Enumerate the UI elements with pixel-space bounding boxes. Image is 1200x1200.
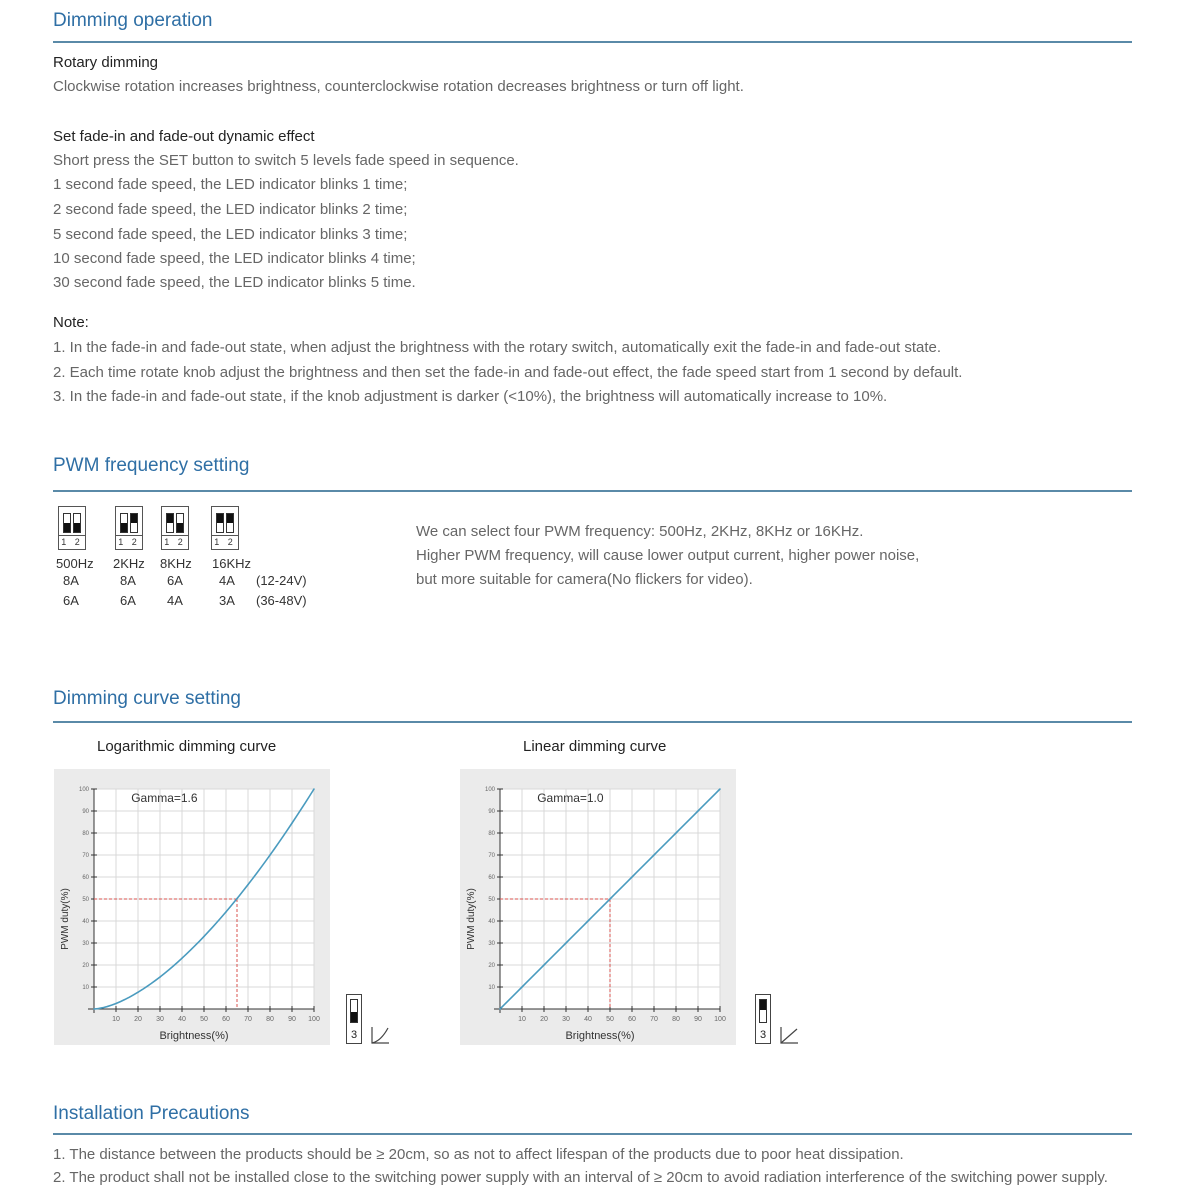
x-axis-label: Brightness(%) [159, 1030, 229, 1042]
pwm-current-36v: 3A [219, 593, 235, 608]
data-point [225, 911, 227, 913]
x-tick-label: 90 [694, 1016, 702, 1023]
installation-item: 1. The distance between the products should be ≥ 20cm, so as not to affect lifespan of the products due to poor heat dissipation. [53, 1146, 904, 1163]
fade-line: Short press the SET button to switch 5 levels fade speed in sequence. [53, 152, 519, 169]
x-tick-label: 70 [244, 1016, 252, 1023]
dip-lever-1 [166, 513, 174, 533]
voltage-range-36-48: (36-48V) [256, 593, 307, 608]
pwm-freq-label: 2KHz [113, 556, 145, 571]
y-tick-label: 80 [488, 831, 495, 837]
x-tick-label: 30 [562, 1016, 570, 1023]
pwm-current-12v: 8A [120, 573, 136, 588]
section-title-pwm: PWM frequency setting [53, 455, 250, 476]
fade-effect-heading: Set fade-in and fade-out dynamic effect [53, 128, 315, 145]
x-tick-label: 100 [308, 1016, 320, 1023]
x-tick-label: 20 [134, 1016, 142, 1023]
y-axis-label: PWM duty(%) [466, 888, 477, 950]
y-tick-label: 100 [78, 787, 89, 793]
data-point [609, 898, 611, 900]
installation-item: 2. The product shall not be installed close to the switching power supply with an interval of ≥ 20cm to avoid radiation interference of the switching power supply. [53, 1169, 1108, 1186]
linear-curve-icon [778, 1025, 800, 1045]
voltage-range-12-24: (12-24V) [256, 573, 307, 588]
dip-switch-500hz: 1 2 [58, 506, 86, 550]
x-tick-label: 20 [540, 1016, 548, 1023]
data-point [93, 1008, 95, 1010]
data-point [587, 920, 589, 922]
gamma-annotation: Gamma=1.6 [131, 791, 198, 806]
y-axis-label: PWM duty(%) [60, 888, 71, 950]
y-tick-label: 60 [82, 875, 89, 881]
dip-switch-2khz: 1 2 [115, 506, 143, 550]
data-point [115, 1003, 117, 1005]
dip-lever-2 [130, 513, 138, 533]
data-point [159, 976, 161, 978]
data-point [653, 854, 655, 856]
section-title-dimming-curve: Dimming curve setting [53, 688, 241, 709]
data-point [631, 876, 633, 878]
fade-line: 10 second fade speed, the LED indicator blinks 4 time; [53, 250, 416, 267]
pwm-current-12v: 8A [63, 573, 79, 588]
data-point [137, 991, 139, 993]
fade-line: 30 second fade speed, the LED indicator blinks 5 time. [53, 274, 416, 291]
y-tick-label: 60 [488, 875, 495, 881]
x-tick-label: 50 [606, 1016, 614, 1023]
x-tick-label: 40 [584, 1016, 592, 1023]
y-tick-label: 90 [488, 809, 495, 815]
y-tick-label: 40 [488, 919, 495, 925]
x-tick-label: 70 [650, 1016, 658, 1023]
x-tick-label: 80 [672, 1016, 680, 1023]
linear-dimming-chart [460, 769, 736, 1045]
rotary-dimming-heading: Rotary dimming [53, 54, 159, 71]
y-tick-label: 30 [488, 941, 495, 947]
note-item: 2. Each time rotate knob adjust the brightness and then set the fade-in and fade-out effect, the fade speed start from 1 second by default. [53, 364, 963, 381]
data-point [521, 986, 523, 988]
dip-switch-3-linear: 3 [755, 994, 771, 1044]
dip-lever-1 [120, 513, 128, 533]
rotary-dimming-text: Clockwise rotation increases brightness, counterclockwise rotation decreases brightness or turn off light. [53, 78, 744, 95]
pwm-description-line: We can select four PWM frequency: 500Hz, 2KHz, 8KHz or 16KHz. [416, 523, 864, 540]
linear-curve-title: Linear dimming curve [523, 738, 667, 755]
log-dimming-chart-svg [54, 769, 330, 1045]
y-tick-label: 50 [82, 897, 89, 903]
data-point [247, 884, 249, 886]
dip-switch-16khz: 1 2 [211, 506, 239, 550]
x-tick-label: 10 [112, 1016, 120, 1023]
y-tick-label: 40 [82, 919, 89, 925]
data-point [269, 854, 271, 856]
x-tick-label: 100 [714, 1016, 726, 1023]
x-tick-label: 90 [288, 1016, 296, 1023]
x-tick-label: 40 [178, 1016, 186, 1023]
pwm-current-36v: 6A [63, 593, 79, 608]
pwm-description-line: Higher PWM frequency, will cause lower output current, higher power noise, [416, 547, 920, 564]
y-tick-label: 20 [488, 963, 495, 969]
x-tick-label: 60 [628, 1016, 636, 1023]
data-point [291, 822, 293, 824]
data-point [543, 964, 545, 966]
pwm-freq-label: 8KHz [160, 556, 192, 571]
y-tick-label: 20 [82, 963, 89, 969]
data-point [565, 942, 567, 944]
dip-switch-3-log: 3 [346, 994, 362, 1044]
pwm-current-36v: 4A [167, 593, 183, 608]
y-tick-label: 80 [82, 831, 89, 837]
pwm-current-12v: 4A [219, 573, 235, 588]
x-tick-label: 60 [222, 1016, 230, 1023]
section-divider [53, 41, 1132, 43]
y-tick-label: 100 [484, 787, 495, 793]
x-tick-label: 10 [518, 1016, 526, 1023]
gamma-annotation: Gamma=1.0 [537, 791, 604, 806]
pwm-current-12v: 6A [167, 573, 183, 588]
pwm-freq-label: 16KHz [212, 556, 252, 571]
fade-line: 1 second fade speed, the LED indicator blinks 1 time; [53, 176, 408, 193]
section-divider [53, 1133, 1132, 1135]
data-point [313, 788, 315, 790]
y-tick-label: 10 [488, 985, 495, 991]
note-item: 1. In the fade-in and fade-out state, when adjust the brightness with the rotary switch, automatically exit the fade-in and fade-out state. [53, 339, 942, 356]
data-point [719, 788, 721, 790]
dip-switch-8khz: 1 2 [161, 506, 189, 550]
section-divider [53, 721, 1132, 723]
y-tick-label: 70 [82, 853, 89, 859]
y-tick-label: 50 [488, 897, 495, 903]
log-curve-icon [369, 1025, 391, 1045]
note-item: 3. In the fade-in and fade-out state, if the knob adjustment is darker (<10%), the brightness will automatically increase to 10%. [53, 388, 888, 405]
section-divider [53, 490, 1132, 492]
dip-lever-2 [226, 513, 234, 533]
log-dimming-chart [54, 769, 330, 1045]
y-tick-label: 90 [82, 809, 89, 815]
x-axis-label: Brightness(%) [565, 1030, 635, 1042]
fade-line: 5 second fade speed, the LED indicator blinks 3 time; [53, 226, 408, 243]
section-title-dimming-operation: Dimming operation [53, 10, 213, 31]
y-tick-label: 10 [82, 985, 89, 991]
y-tick-label: 70 [488, 853, 495, 859]
dip-lever-1 [63, 513, 71, 533]
linear-dimming-chart-svg [460, 769, 736, 1045]
dip-lever-2 [176, 513, 184, 533]
note-heading: Note: [53, 314, 89, 331]
data-point [499, 1008, 501, 1010]
dip-lever-1 [216, 513, 224, 533]
data-point [675, 832, 677, 834]
x-tick-label: 30 [156, 1016, 164, 1023]
data-point [236, 898, 238, 900]
log-curve-title: Logarithmic dimming curve [97, 738, 277, 755]
section-title-installation: Installation Precautions [53, 1103, 250, 1124]
dip-lever-2 [73, 513, 81, 533]
x-tick-label: 80 [266, 1016, 274, 1023]
pwm-freq-label: 500Hz [56, 556, 94, 571]
data-point [181, 957, 183, 959]
fade-line: 2 second fade speed, the LED indicator blinks 2 time; [53, 201, 408, 218]
y-tick-label: 30 [82, 941, 89, 947]
data-point [203, 936, 205, 938]
x-tick-label: 50 [200, 1016, 208, 1023]
pwm-description-line: but more suitable for camera(No flickers for video). [416, 571, 753, 588]
pwm-current-36v: 6A [120, 593, 136, 608]
data-point [697, 810, 699, 812]
